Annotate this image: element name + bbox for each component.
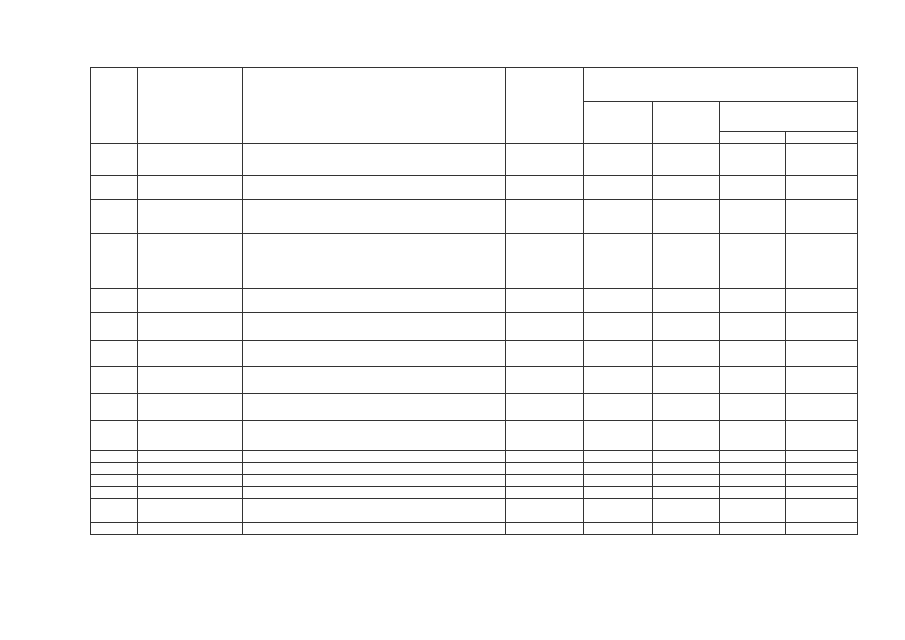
row-generated	[506, 394, 584, 421]
row-no	[91, 367, 138, 394]
row-storage	[719, 144, 786, 176]
row-generated	[506, 367, 584, 394]
row-neut	[652, 144, 719, 176]
row-code	[137, 394, 242, 421]
class-label	[242, 451, 505, 463]
row-name	[242, 523, 505, 535]
row-burial	[786, 176, 858, 200]
row-neut	[652, 475, 719, 487]
row-util	[584, 234, 653, 289]
row-burial	[786, 341, 858, 367]
row-code	[137, 144, 242, 176]
row-code	[137, 523, 242, 535]
row-generated	[506, 523, 584, 535]
table-row	[91, 313, 858, 341]
row-code	[137, 341, 242, 367]
row-util	[584, 289, 653, 313]
row-generated	[506, 421, 584, 451]
row-storage	[719, 234, 786, 289]
row-burial	[786, 200, 858, 234]
row-name	[242, 234, 505, 289]
row-name	[242, 421, 505, 451]
row-generated	[506, 313, 584, 341]
row-burial	[786, 475, 858, 487]
row-neut	[652, 523, 719, 535]
table-row	[91, 176, 858, 200]
row-name	[242, 200, 505, 234]
table-row	[91, 523, 858, 535]
table-row	[91, 487, 858, 499]
row-no	[91, 200, 138, 234]
row-util	[584, 200, 653, 234]
row-storage	[719, 200, 786, 234]
row-name	[242, 367, 505, 394]
row-util	[584, 421, 653, 451]
row-name	[242, 341, 505, 367]
row-no	[91, 234, 138, 289]
row-neut	[652, 421, 719, 451]
row-neut	[652, 463, 719, 475]
table-row	[91, 421, 858, 451]
header-burial	[786, 132, 858, 144]
row-burial	[786, 144, 858, 176]
row-no	[91, 144, 138, 176]
row-code	[137, 200, 242, 234]
header-utilization	[584, 102, 653, 144]
row-util	[584, 463, 653, 475]
row-util	[584, 367, 653, 394]
row-name	[242, 144, 505, 176]
row-util	[584, 144, 653, 176]
row-no	[91, 463, 138, 475]
row-no	[91, 475, 138, 487]
row-neut	[652, 313, 719, 341]
header-generated	[506, 68, 584, 144]
row-generated	[506, 144, 584, 176]
row-burial	[786, 289, 858, 313]
row-storage	[719, 463, 786, 475]
header-code	[137, 68, 242, 144]
row-neut	[652, 176, 719, 200]
row-generated	[506, 234, 584, 289]
row-neut	[652, 234, 719, 289]
row-storage	[719, 313, 786, 341]
row-no	[91, 341, 138, 367]
row-burial	[786, 487, 858, 499]
row-code	[137, 487, 242, 499]
row-generated	[506, 463, 584, 475]
row-neut	[652, 487, 719, 499]
row-generated	[506, 487, 584, 499]
row-generated	[506, 289, 584, 313]
row-name	[242, 176, 505, 200]
row-code	[137, 499, 242, 523]
row-neut	[652, 200, 719, 234]
row-generated	[506, 475, 584, 487]
row-util	[584, 523, 653, 535]
row-name	[242, 463, 505, 475]
row-no	[91, 313, 138, 341]
row-neut	[652, 499, 719, 523]
row-burial	[786, 367, 858, 394]
row-util	[584, 341, 653, 367]
table-row	[91, 289, 858, 313]
row-util	[584, 313, 653, 341]
row-no	[91, 289, 138, 313]
row-util	[584, 499, 653, 523]
row-burial	[786, 523, 858, 535]
row-generated	[506, 499, 584, 523]
table-row	[91, 367, 858, 394]
row-util	[584, 487, 653, 499]
row-neut	[652, 451, 719, 463]
row-no	[91, 487, 138, 499]
table-row	[91, 200, 858, 234]
row-neut	[652, 341, 719, 367]
header-placement-group	[719, 102, 857, 132]
row-generated	[506, 176, 584, 200]
row-code	[137, 234, 242, 289]
row-burial	[786, 499, 858, 523]
header-share-group	[584, 68, 858, 102]
row-storage	[719, 176, 786, 200]
table-row	[91, 475, 858, 487]
row-storage	[719, 394, 786, 421]
header-neutralization	[652, 102, 719, 144]
table-row	[91, 341, 858, 367]
row-name	[242, 313, 505, 341]
row-name	[242, 475, 505, 487]
row-storage	[719, 523, 786, 535]
row-storage	[719, 421, 786, 451]
row-util	[584, 451, 653, 463]
row-util	[584, 475, 653, 487]
row-storage	[719, 367, 786, 394]
row-burial	[786, 394, 858, 421]
row-burial	[786, 451, 858, 463]
table-row	[91, 234, 858, 289]
row-no	[91, 394, 138, 421]
row-no	[91, 451, 138, 463]
row-generated	[506, 341, 584, 367]
row-code	[137, 313, 242, 341]
row-storage	[719, 289, 786, 313]
table-row	[91, 144, 858, 176]
row-name	[242, 394, 505, 421]
row-code	[137, 451, 242, 463]
table-row	[91, 394, 858, 421]
row-burial	[786, 421, 858, 451]
row-generated	[506, 451, 584, 463]
row-storage	[719, 475, 786, 487]
row-no	[91, 176, 138, 200]
row-code	[137, 367, 242, 394]
header-name	[242, 68, 505, 144]
row-burial	[786, 234, 858, 289]
row-burial	[786, 463, 858, 475]
row-burial	[786, 313, 858, 341]
header-storage	[719, 132, 786, 144]
table-row	[91, 463, 858, 475]
class-summary-row	[91, 451, 858, 463]
row-name	[242, 487, 505, 499]
row-storage	[719, 487, 786, 499]
row-code	[137, 289, 242, 313]
row-neut	[652, 289, 719, 313]
waste-table	[90, 67, 858, 535]
row-code	[137, 475, 242, 487]
row-name	[242, 289, 505, 313]
row-code	[137, 176, 242, 200]
row-name	[242, 499, 505, 523]
row-no	[91, 523, 138, 535]
header-row-no	[91, 68, 138, 144]
row-util	[584, 394, 653, 421]
table-row	[91, 499, 858, 523]
row-neut	[652, 367, 719, 394]
row-code	[137, 463, 242, 475]
row-neut	[652, 394, 719, 421]
row-storage	[719, 341, 786, 367]
row-storage	[719, 499, 786, 523]
row-code	[137, 421, 242, 451]
row-no	[91, 499, 138, 523]
row-storage	[719, 451, 786, 463]
row-no	[91, 421, 138, 451]
row-util	[584, 176, 653, 200]
row-generated	[506, 200, 584, 234]
